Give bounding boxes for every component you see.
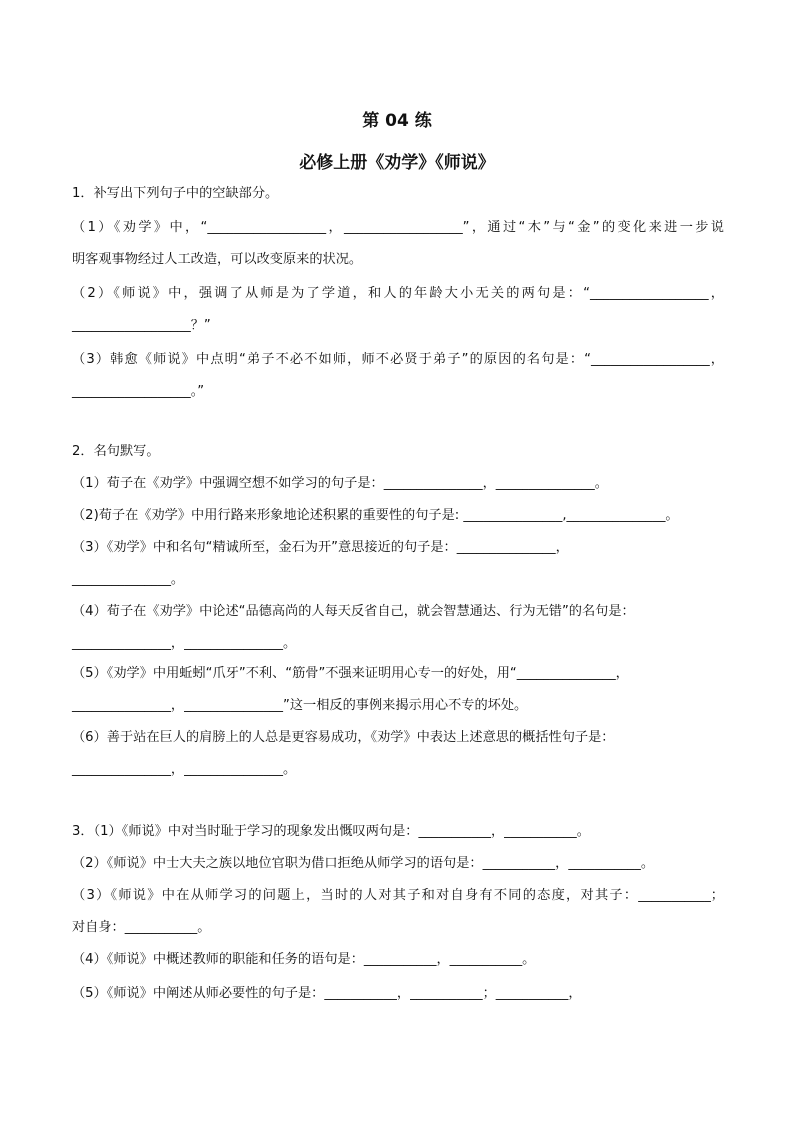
q1-item2-line2: __________________？” <box>72 318 211 333</box>
page-title: 第 04 练 <box>362 111 432 131</box>
q2-item5-line2: _______________，_______________”这一相反的事例来揭示用心不专的坏处。 <box>72 698 528 713</box>
q1-item1-line1: （1）《劝学》中，“__________________，__________________”，通过“木”与“金”的变化来进一步说 <box>72 220 724 235</box>
q2-item1: （1）荀子在《劝学》中强调空想不如学习的句子是：_______________，_______________。 <box>72 476 608 491</box>
q2-item4-line1: （4）荀子在《劝学》中论述“品德高尚的人每天反省自己，就会智慧通达、行为无错”的名句是： <box>72 604 635 619</box>
q1-stem: 1．补写出下列句子中的空缺部分。 <box>72 186 279 201</box>
q2-item3-line1: （3）《劝学》中和名句“精诚所至，金石为开”意思接近的句子是：_______________， <box>72 540 569 555</box>
q3-item3-line2: 对自身：___________。 <box>72 920 211 935</box>
q2-item4-line2: _______________，_______________。 <box>72 636 297 651</box>
q3-item5: （5）《师说》中阐述从师必要性的句子是：___________，___________；___________， <box>72 986 582 1001</box>
q1-item3-line2: __________________。” <box>72 384 205 399</box>
q3-item4: （4）《师说》中概述教师的职能和任务的语句是：___________，___________。 <box>72 952 536 967</box>
q2-item6-line2: _______________，_______________。 <box>72 762 297 777</box>
q2-item2: （2)荀子在《劝学》中用行路来形象地论述积累的重要性的句子是: _______________,_______________。 <box>72 508 679 523</box>
q3-item3-line1: （3）《师说》中在从师学习的问题上，当时的人对其子和对自身有不同的态度，对其子：___________； <box>72 888 724 903</box>
q2-item3-line2: _______________。 <box>72 572 185 587</box>
q1-item2-line1: （2）《师说》中，强调了从师是为了学道，和人的年龄大小无关的两句是：“__________________， <box>72 286 724 301</box>
q1-item1-line2: 明客观事物经过人工改造，可以改变原来的状况。 <box>72 252 363 267</box>
q3-item1: 3．（1）《师说》中对当时耻于学习的现象发出慨叹两句是：___________，___________。 <box>72 824 590 839</box>
q1-item3-line1: （3）韩愈《师说》中点明“弟子不必不如师，师不必贤于弟子”的原因的名句是：“__________________， <box>72 352 724 367</box>
page-subtitle: 必修上册《劝学》《师说》 <box>299 153 495 173</box>
q3-item2: （2）《师说》中士大夫之族以地位官职为借口拒绝从师学习的语句是：___________，___________。 <box>72 856 655 871</box>
q2-item6-line1: （6）善于站在巨人的肩膀上的人总是更容易成功，《劝学》中表达上述意思的概括性句子是： <box>72 730 615 745</box>
q2-item5-line1: （5）《劝学》中用蚯蚓“爪牙”不利、“筋骨”不强来证明用心专一的好处，用“_______________， <box>72 666 629 681</box>
q2-stem: 2．名句默写。 <box>72 444 160 459</box>
